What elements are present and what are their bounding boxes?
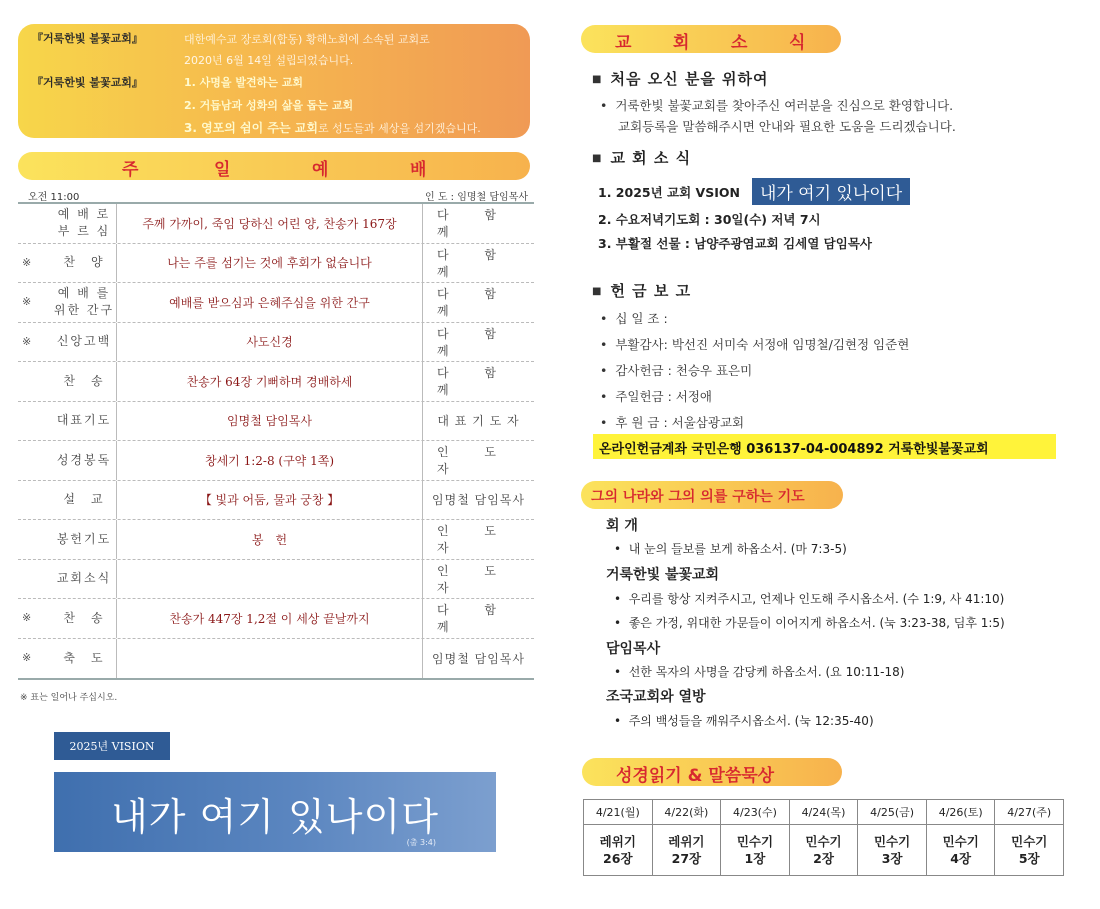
reading-book: 민수기 <box>736 834 774 849</box>
worship-title-char: 예 <box>312 160 330 180</box>
worship-item-name: 축 도 <box>63 650 105 665</box>
worship-item-leader: 다 함 께 <box>437 366 512 398</box>
worship-item-leader: 인 도 자 <box>437 445 512 477</box>
worship-item-leader: 다 함 께 <box>437 326 512 358</box>
first-visit-text: • 거룩한빛 불꽃교회를 찾아주신 여러분을 진심으로 환영합니다. <box>600 98 954 113</box>
standing-note: ※ 표는 일어나 주십시오. <box>20 693 118 703</box>
reading-date: 4/23(수) <box>721 800 789 825</box>
prayer-group-heading: 거룩한빛 불꽃교회 <box>606 567 720 583</box>
prayer-item: • 우리를 항상 지켜주시고, 언제나 인도해 주시옵소서. (수 1:9, 사 41:10) <box>614 592 1005 606</box>
reading-day <box>653 800 722 875</box>
worship-row <box>18 560 534 600</box>
worship-title-bar <box>18 152 530 180</box>
reading-book: 민수기 <box>942 834 979 849</box>
worship-title-char: 일 <box>214 160 232 180</box>
worship-item-leader: 다 함 께 <box>437 247 512 279</box>
worship-item-leader: 대 표 기 도 자 <box>437 414 520 429</box>
reading-book: 민수기 <box>805 834 842 849</box>
worship-item-content: 찬송가 447장 1,2절 이 세상 끝날까지 <box>116 599 423 638</box>
news-title-char: 식 <box>789 33 807 53</box>
church-name: 『거룩한빛 불꽃교회』 <box>32 76 143 89</box>
vision-item: 2. 거듭남과 성화의 삶을 돕는 교회 <box>184 99 354 112</box>
reading-chapter: 5장 <box>1018 851 1040 866</box>
vision-headline: 내가 여기 있나이다 <box>111 795 439 839</box>
worship-item-leader: 인 도 자 <box>437 563 512 595</box>
worship-item-leader: 인 도 자 <box>437 524 512 556</box>
prayer-group-heading: 회 개 <box>606 518 638 534</box>
news-title-bar <box>581 25 841 53</box>
reading-chapter: 2장 <box>813 851 834 866</box>
reading-book: 레위기 <box>668 834 705 849</box>
news-title-char: 교 <box>615 33 633 53</box>
worship-item-content: 창세기 1:2-8 (구약 1쪽) <box>116 441 423 480</box>
worship-item-content: 임명철 담임목사 <box>116 402 423 441</box>
worship-item-name: 설 교 <box>63 492 105 507</box>
vision-item: 3. 영포의 쉼이 주는 교회로 성도들과 세상을 섬기겠습니다. <box>184 121 481 135</box>
offering-item: • 후 원 금 : 서울삼광교회 <box>600 415 745 430</box>
worship-row <box>18 362 534 402</box>
church-name: 『거룩한빛 불꽃교회』 <box>32 32 143 45</box>
reading-day <box>995 800 1063 875</box>
worship-item-name: 찬 송 <box>63 373 105 388</box>
reading-title: 성경읽기 & 말씀묵상 <box>616 766 775 786</box>
church-description: 대한예수교 장로회(합동) 황해노회에 소속된 교회로 <box>184 33 430 46</box>
reading-date: 4/26(토) <box>927 800 995 825</box>
reading-title-bar <box>582 758 842 786</box>
worship-row <box>18 441 534 481</box>
news-heading: ■ 교 회 소 식 <box>592 149 692 167</box>
worship-order-table <box>18 202 534 680</box>
reading-date: 4/27(주) <box>995 800 1063 825</box>
worship-item-content: 찬송가 64장 기뻐하며 경배하세 <box>116 362 423 401</box>
worship-item-content <box>116 639 423 679</box>
prayer-item: • 선한 목자의 사명을 감당케 하옵소서. (요 10:11-18) <box>614 665 905 679</box>
worship-item-leader: 임명철 담임목사 <box>432 651 525 666</box>
worship-item-name: 예 배 를 위한 간구 <box>53 286 115 318</box>
worship-item-leader: 다 함 께 <box>437 287 512 319</box>
offering-item: • 주일헌금 : 서정애 <box>600 389 713 404</box>
worship-item-name: 신앙고백 <box>56 334 112 349</box>
prayer-item: • 좋은 가정, 위대한 가문들이 이어지게 하옵소서. (눅 3:23-38, 딤후 1:5) <box>614 616 1005 630</box>
prayer-group-heading: 조국교회와 열방 <box>606 689 706 705</box>
worship-row: ※ 찬 송 찬송가 447장 1,2절 이 세상 끝날까지 다 함 께 <box>18 599 534 639</box>
worship-item-name: 성경봉독 <box>56 452 112 467</box>
reading-day <box>790 800 859 875</box>
vision-item: 1. 사명을 발견하는 교회 <box>184 76 303 89</box>
worship-row <box>18 402 534 442</box>
reading-date: 4/22(화) <box>653 800 721 825</box>
prayer-title: 그의 나라와 그의 의를 구하는 기도 <box>591 489 805 505</box>
worship-item-name: 찬 양 <box>63 255 105 270</box>
reading-book: 민수기 <box>873 834 911 849</box>
reading-chapter: 26장 <box>603 851 633 866</box>
worship-row <box>18 520 534 560</box>
worship-leader: 인 도 : 임명철 담임목사 <box>425 192 529 203</box>
vision-highlight: 내가 여기 있나이다 <box>752 178 910 205</box>
worship-title-char: 주 <box>122 160 140 180</box>
worship-item-content: 봉 헌 <box>116 520 423 559</box>
vision-tag: 2025년 VISION <box>54 732 170 760</box>
worship-item-content: 사도신경 <box>116 323 423 362</box>
reading-day <box>721 800 790 875</box>
reading-day <box>584 800 653 875</box>
vision-reference: (출 3:4) <box>406 838 436 847</box>
worship-item-leader: 다 함 께 <box>437 208 512 240</box>
worship-title-char: 배 <box>410 160 428 180</box>
reading-chapter: 1장 <box>744 851 766 866</box>
news-title-char: 회 <box>673 33 691 53</box>
worship-item-name: 예 배 로 부 르 심 <box>57 207 111 239</box>
reading-day <box>858 800 927 875</box>
worship-time: 오전 11:00 <box>28 192 80 203</box>
worship-item-content: 주께 가까이, 죽임 당하신 어린 양, 찬송가 167장 <box>116 204 423 243</box>
prayer-group-heading: 담임목사 <box>606 641 661 657</box>
news-item: 3. 부활절 선물 : 남양주광염교회 김세열 담임목사 <box>598 236 872 251</box>
vision-banner <box>54 772 496 852</box>
reading-date: 4/25(금) <box>858 800 926 825</box>
reading-book: 레위기 <box>599 834 636 849</box>
worship-row <box>18 481 534 521</box>
news-title-char: 소 <box>731 33 749 53</box>
offering-item: • 십 일 조 : <box>600 311 668 326</box>
church-founding: 2020년 6월 14일 설립되었습니다. <box>184 54 354 67</box>
reading-chapter: 4장 <box>950 851 972 866</box>
worship-item-content: 나는 주를 섬기는 것에 후회가 없습니다 <box>116 244 423 283</box>
prayer-item: • 주의 백성들을 깨워주시옵소서. (눅 12:35-40) <box>614 714 874 728</box>
first-visit-text: 교회등록을 말씀해주시면 안내와 필요한 도움을 드리겠습니다. <box>618 119 956 134</box>
worship-row: ※ 축 도 임명철 담임목사 <box>18 639 534 679</box>
worship-item-leader: 임명철 담임목사 <box>432 493 525 508</box>
worship-item-content: 예배를 받으심과 은혜주심을 위한 간구 <box>116 283 423 322</box>
first-visit-heading: ■ 처음 오신 분을 위하여 <box>592 70 769 88</box>
worship-item-name: 교회소식 <box>56 571 112 586</box>
reading-date: 4/21(월) <box>584 800 652 825</box>
prayer-title-bar <box>581 481 843 509</box>
worship-row: ※ 신앙고백 사도신경 다 함 께 <box>18 323 534 363</box>
prayer-item: • 내 눈의 들보를 보게 하옵소서. (마 7:3-5) <box>614 542 847 556</box>
reading-chapter: 3장 <box>881 851 903 866</box>
worship-row <box>18 204 534 244</box>
worship-item-leader: 다 함 께 <box>437 603 512 635</box>
offering-item: • 감사헌금 : 천승우 표은미 <box>600 363 753 378</box>
reading-day <box>927 800 996 875</box>
worship-item-name: 대표기도 <box>56 413 112 428</box>
worship-item-content: 【 빛과 어둠, 물과 궁창 】 <box>116 481 423 520</box>
reading-chapter: 27장 <box>671 851 702 866</box>
worship-row: ※ 예 배 를 위한 간구 예배를 받으심과 은혜주심을 위한 간구 다 함 께 <box>18 283 534 323</box>
offering-item: • 부활감사: 박선진 서미숙 서정애 임명철/김현정 임준현 <box>600 337 910 352</box>
worship-row: ※ 찬 양 나는 주를 섬기는 것에 후회가 없습니다 다 함 께 <box>18 244 534 284</box>
church-banner <box>18 24 530 138</box>
worship-item-name: 찬 송 <box>63 610 105 625</box>
reading-date: 4/24(목) <box>790 800 858 825</box>
worship-item-name: 봉헌기도 <box>56 531 112 546</box>
online-offering-account: 온라인헌금계좌 국민은행 036137-04-004892 거룩한빛불꽃교회 <box>593 434 1056 459</box>
news-item: 1. 2025년 교회 VSION 내가 여기 있나이다 <box>598 178 910 205</box>
news-item: 2. 수요저녁기도회 : 30일(수) 저녁 7시 <box>598 212 821 227</box>
worship-item-content <box>116 560 423 599</box>
offering-heading: ■ 헌 금 보 고 <box>592 282 692 300</box>
reading-table <box>583 799 1064 876</box>
reading-book: 민수기 <box>1011 834 1048 849</box>
